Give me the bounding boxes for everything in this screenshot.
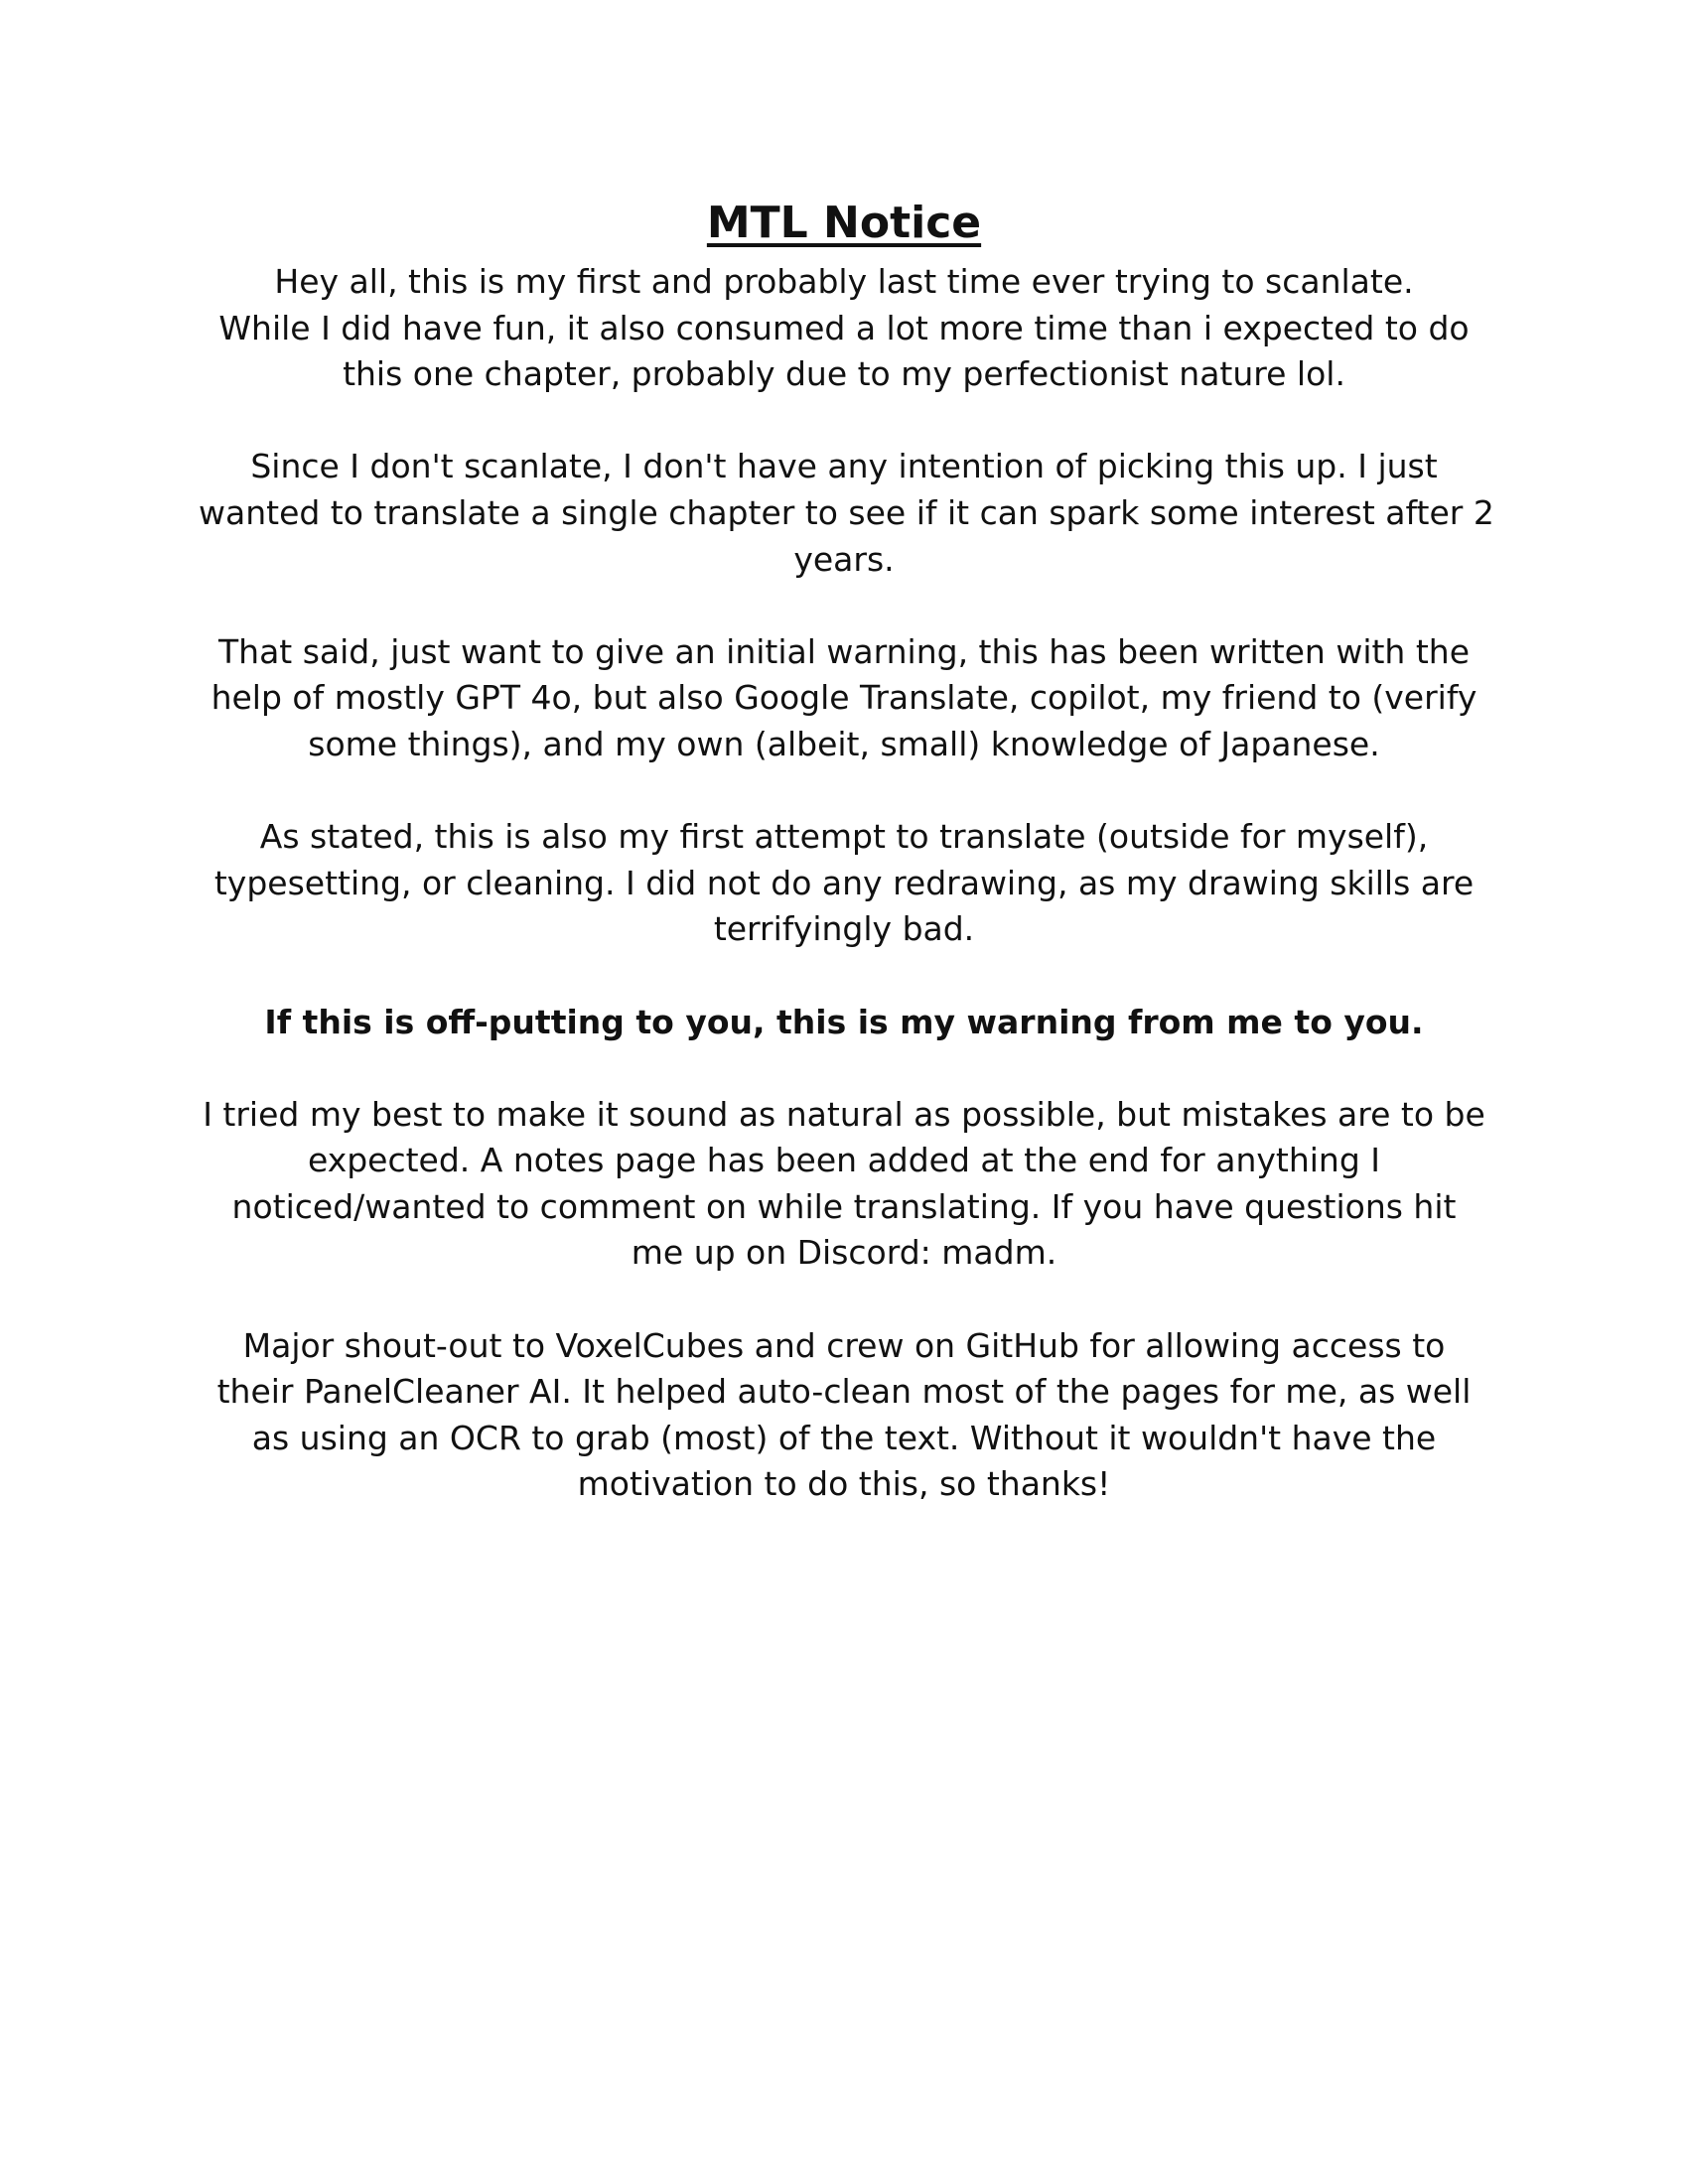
paragraph-intro	[199, 259, 1489, 398]
paragraph-line: their PanelCleaner AI. It helped auto-clean most of the pages for me, as well	[216, 1372, 1472, 1412]
paragraph-line: That said, just want to give an initial warning, this has been written with the	[218, 631, 1470, 671]
page-title: MTL Notice	[706, 198, 982, 248]
paragraph-line: noticed/wanted to comment on while translating. If you have questions hit	[231, 1186, 1457, 1226]
paragraph-line: as using an OCR to grab (most) of the text. Without it wouldn't have the	[251, 1418, 1437, 1457]
paragraph-spacer	[199, 953, 1489, 1000]
paragraph-spacer	[199, 583, 1489, 629]
paragraph-shoutout	[199, 1323, 1489, 1508]
paragraph-spacer	[199, 398, 1489, 445]
paragraph-line: motivation to do this, so thanks!	[577, 1464, 1111, 1504]
paragraph-line: While I did have fun, it also consumed a lot more time than i expected to do	[218, 308, 1470, 347]
paragraph-line: me up on Discord: madm.	[631, 1233, 1057, 1273]
paragraph-line: Since I don't scanlate, I don't have any intention of picking this up. I just	[250, 447, 1438, 486]
paragraph-spacer	[199, 768, 1489, 815]
paragraph-line: typesetting, or cleaning. I did not do any redrawing, as my drawing skills are	[213, 863, 1475, 902]
paragraph-intention	[199, 444, 1494, 583]
paragraph-line: help of mostly GPT 4o, but also Google Translate, copilot, my friend to (verify	[211, 678, 1477, 718]
paragraph-line: terrifyingly bad.	[713, 909, 975, 949]
paragraph-line: Major shout-out to VoxelCubes and crew on GitHub for allowing access to	[242, 1325, 1446, 1365]
paragraph-line: expected. A notes page has been added at the end for anything I	[307, 1141, 1381, 1180]
paragraph-line: As stated, this is also my first attempt to translate (outside for myself),	[259, 817, 1429, 857]
bold-warning-line: If this is off-putting to you, this is my warning from me to you.	[264, 1002, 1424, 1041]
paragraph-line: Hey all, this is my first and probably last time ever trying to scanlate.	[274, 262, 1414, 301]
paragraph-line: I tried my best to make it sound as natural as possible, but mistakes are to be	[203, 1094, 1485, 1134]
paragraph-first-attempt	[199, 814, 1489, 953]
paragraph-spacer	[199, 1045, 1489, 1092]
paragraph-bold-warning	[199, 1000, 1489, 1046]
paragraph-warning-tools	[199, 629, 1489, 768]
paragraph-line: wanted to translate a single chapter to see if it can spark some interest after 2	[199, 492, 1494, 532]
paragraph-line: some things), and my own (albeit, small) knowledge of Japanese.	[308, 724, 1380, 763]
paragraph-notes	[199, 1092, 1489, 1277]
paragraph-line: years.	[793, 539, 895, 579]
paragraph-line: this one chapter, probably due to my perfectionist nature lol.	[343, 354, 1345, 394]
paragraph-spacer	[199, 1277, 1489, 1323]
document-page	[199, 194, 1494, 1508]
